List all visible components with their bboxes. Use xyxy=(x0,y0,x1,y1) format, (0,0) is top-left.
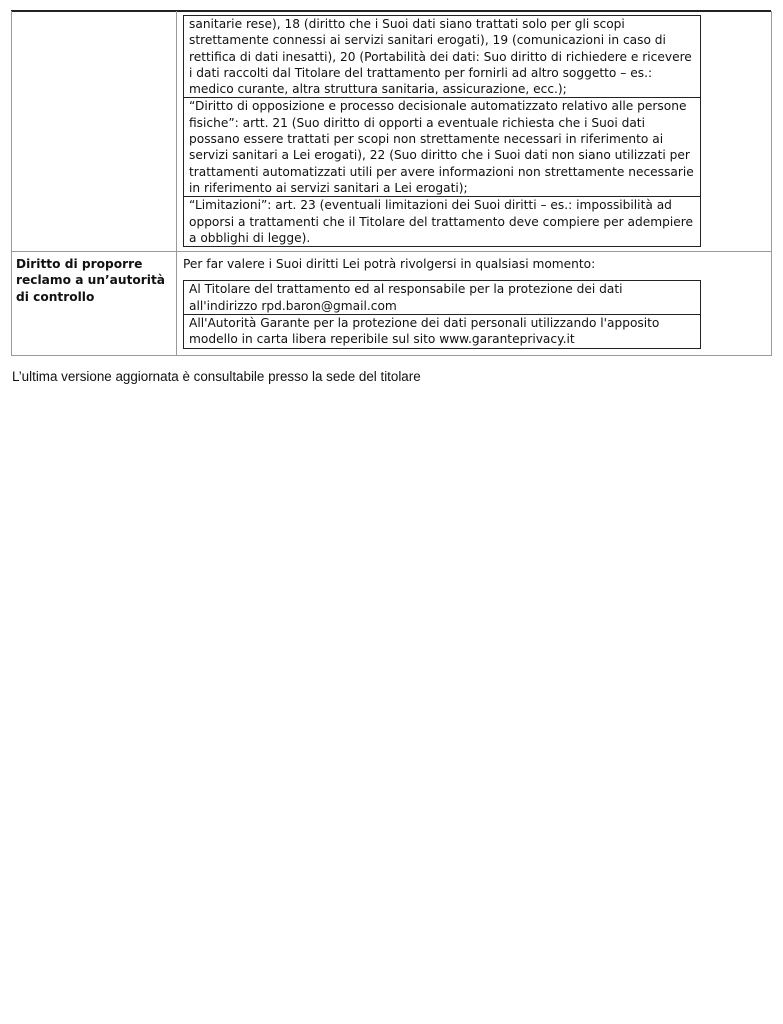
complaint-label: Diritto di proporre reclamo a un’autorità di controllo xyxy=(16,257,166,304)
contact-titolare-line2: all'indirizzo rpd.baron@gmail.com xyxy=(189,298,397,313)
rights-content-cell xyxy=(177,11,772,252)
complaint-label-cell xyxy=(12,252,177,355)
rights-text-opposition: “Diritto di opposizione e processo decisionale automatizzato relativo alle persone fisiche”: artt. 21 (Suo diritto di opporti a eventuale richiesta che i Suoi dati possano essere trattati per scopi non strettamente necessari in riferimento ai servizi sanitari a Lei erogati), 22 (Suo diritto che i Suoi dati non siano utilizzati per trattamenti automatizzati utili per avere informazioni non strettamente necessarie in riferimento ai servizi sanitari a Lei erogati); xyxy=(189,99,694,195)
rights-box-rectification xyxy=(183,15,701,98)
contact-garante-text: All'Autorità Garante per la protezione dei dati personali utilizzando l'apposito modello in carta libera reperibile sul sito www.garanteprivacy.it xyxy=(189,316,660,347)
footer-note: L’ultima versione aggiornata è consultabile presso la sede del titolare xyxy=(12,369,421,384)
table-row-complaint xyxy=(12,252,772,355)
rights-box-opposition xyxy=(183,98,701,197)
complaint-content-cell xyxy=(177,252,772,355)
table-row-rights-continued xyxy=(12,11,772,252)
contact-box-garante xyxy=(183,315,701,349)
privacy-rights-table xyxy=(11,11,772,356)
contact-titolare-line1: Al Titolare del trattamento ed al responsabile per la protezione dei dati xyxy=(189,282,623,297)
rights-text-rectification: sanitarie rese), 18 (diritto che i Suoi dati siano trattati solo per gli scopi strettamente connessi ai servizi sanitari erogati), 19 (comunicazioni in caso di rettifica di dati inesatti), 20 (Portabilità dei dati: Suo diritto di richiedere e ricevere i dati raccolti dal Titolare del trattamento per fornirli ad altro soggetto – es.: medico curante, altra struttura sanitaria, assicurazione, ecc.); xyxy=(189,17,692,97)
complaint-intro: Per far valere i Suoi diritti Lei potrà rivolgersi in qualsiasi momento: xyxy=(183,257,596,272)
rights-box-limitations xyxy=(183,197,701,247)
rights-text-limitations: “Limitazioni”: art. 23 (eventuali limitazioni dei Suoi diritti – es.: impossibilità ad opporsi a trattamenti che il Titolare del trattamento deve compiere per adempiere a obblighi di legge). xyxy=(189,198,693,245)
contact-box-titolare xyxy=(183,280,701,315)
label-cell-empty xyxy=(12,11,177,252)
